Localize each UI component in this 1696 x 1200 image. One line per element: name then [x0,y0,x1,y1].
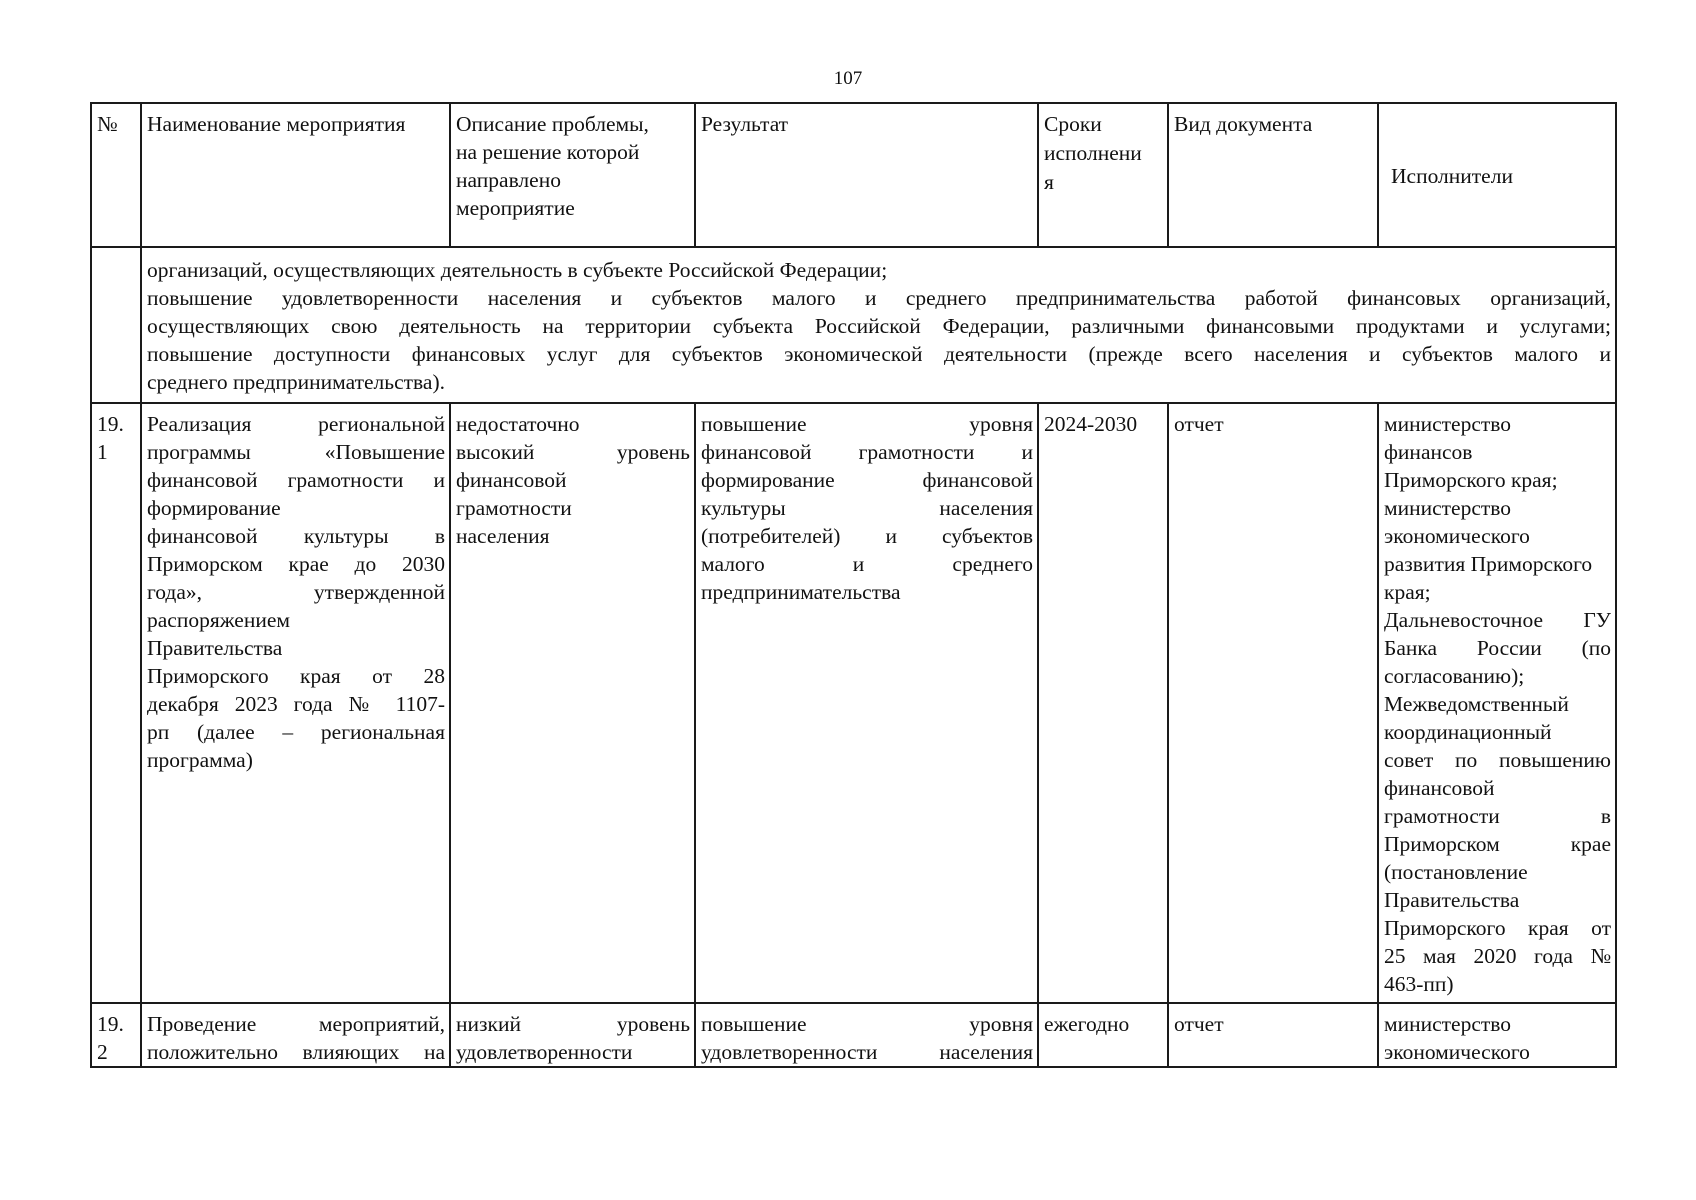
row-num: 19. 2 [91,1003,141,1067]
page-number: 107 [833,68,863,89]
header-deadline: Сроки исполнени я [1038,103,1168,247]
measures-table [90,102,1617,1068]
row-executors: министерство экономического [1378,1003,1616,1067]
row-num: 19. 1 [91,403,141,1003]
table-row [91,1003,1616,1067]
row-problem: низкий уровень удовлетворенности [450,1003,695,1067]
row-name: Реализация региональной программы «Повышение финансовой грамотности и формирование финансовой культуры в Приморском крае до 2030 года», утвержденной распоряжением Правительства Приморского края от 28 декабря 2023 года № 1107- рп (далее – региональная программа) [141,403,450,1003]
row-doc-type: отчет [1168,403,1378,1003]
row-executors: министерство финансов Приморского края; министерство экономического развития Приморского края; Дальневосточное ГУ Банка России (по согласованию); Межведомственный координационный совет по повышению финансовой грамотности в Приморском крае (постановление Правительства Приморского края от 25 мая 2020 года № 463-пп) [1378,403,1616,1003]
row-name: Проведение мероприятий, положительно влияющих на [141,1003,450,1067]
table-header-row [91,103,1616,247]
table-row [91,403,1616,1003]
row-result: повышение уровня финансовой грамотности и формирование финансовой культуры населения (потребителей) и субъектов малого и среднего предпринимательства [695,403,1038,1003]
continuation-num-cell [91,247,141,403]
row-problem: недостаточно высокий уровень финансовой грамотности населения [450,403,695,1003]
table-row-continuation [91,247,1616,403]
header-problem: Описание проблемы, на решение которой направлено мероприятие [450,103,695,247]
header-result: Результат [695,103,1038,247]
row-deadline: ежегодно [1038,1003,1168,1067]
row-result: повышение уровня удовлетворенности населения [695,1003,1038,1067]
header-name: Наименование мероприятия [141,103,450,247]
continuation-text: организаций, осуществляющих деятельность в субъекте Российской Федерации; повышение удовлетворенности населения и субъектов малого и среднего предпринимательства работой финансовых организаций, осуществляющих свою деятельность на территории субъекта Российской Федерации, различными финансовыми продуктами и услугами; повышение доступности финансовых услуг для субъектов экономической деятельности (прежде всего населения и субъектов малого и среднего предпринимательства). [141,247,1616,403]
row-deadline: 2024-2030 [1038,403,1168,1003]
header-num: № [91,103,141,247]
header-executors: Исполнители [1378,103,1616,247]
row-doc-type: отчет [1168,1003,1378,1067]
header-doc-type: Вид документа [1168,103,1378,247]
